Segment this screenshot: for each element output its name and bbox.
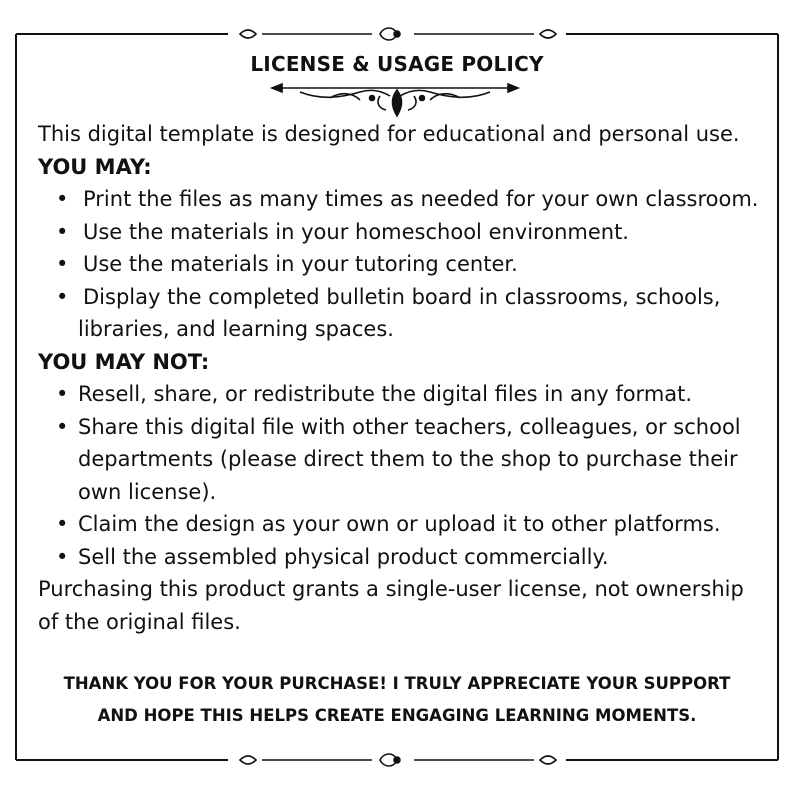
you-may-not-heading: YOU MAY NOT:	[38, 349, 210, 374]
list-item-text: Sell the assembled physical product commercially.	[78, 544, 609, 569]
you-may-heading: YOU MAY:	[38, 154, 152, 179]
list-item-text: Print the files as many times as needed for your own classroom.	[83, 187, 759, 211]
bullet-icon: •	[56, 512, 69, 536]
list-item	[38, 411, 768, 509]
list-item-text: Use the materials in your tutoring center.	[83, 252, 518, 276]
bullet-icon: •	[56, 252, 69, 276]
ornament-divider-icon	[272, 84, 518, 116]
list-item	[38, 248, 768, 281]
list-item-text: Display the completed bulletin board in classrooms, schools, libraries, and learning spaces.	[78, 284, 721, 341]
list-item-text: Claim the design as your own or upload it to other platforms.	[78, 512, 721, 536]
list-item	[38, 216, 768, 249]
policy-body	[38, 118, 768, 638]
bullet-icon: •	[56, 382, 69, 406]
thank-you-line-1: THANK YOU FOR YOUR PURCHASE! I TRULY APPRECIATE YOUR SUPPORT	[63, 674, 731, 693]
thank-you-message	[0, 668, 794, 732]
list-item	[38, 378, 768, 411]
list-item-text: Resell, share, or redistribute the digital files in any format.	[78, 382, 693, 406]
bullet-icon: •	[56, 544, 69, 569]
thank-you-line-2: AND HOPE THIS HELPS CREATE ENGAGING LEARNING MOMENTS.	[97, 706, 697, 725]
bullet-icon: •	[56, 414, 69, 439]
list-item-text: Share this digital file with other teachers, colleagues, or school departments (please direct them to the shop to purchase their own license).	[78, 414, 741, 504]
bullet-icon: •	[56, 219, 69, 244]
you-may-list	[38, 183, 768, 346]
page-title: LICENSE & USAGE POLICY	[250, 52, 544, 76]
top-flourish-icon	[240, 28, 556, 40]
list-item	[38, 508, 768, 541]
list-item	[38, 541, 768, 574]
list-item	[38, 281, 768, 346]
bullet-icon: •	[56, 187, 69, 211]
list-item-text: Use the materials in your homeschool environment.	[83, 219, 629, 244]
list-item	[38, 183, 768, 216]
intro-text: This digital template is designed for educational and personal use.	[38, 122, 740, 146]
bottom-flourish-icon	[240, 754, 556, 766]
you-may-not-list	[38, 378, 768, 573]
closing-text: Purchasing this product grants a single-user license, not ownership of the original files.	[38, 577, 744, 634]
bullet-icon: •	[56, 284, 69, 309]
